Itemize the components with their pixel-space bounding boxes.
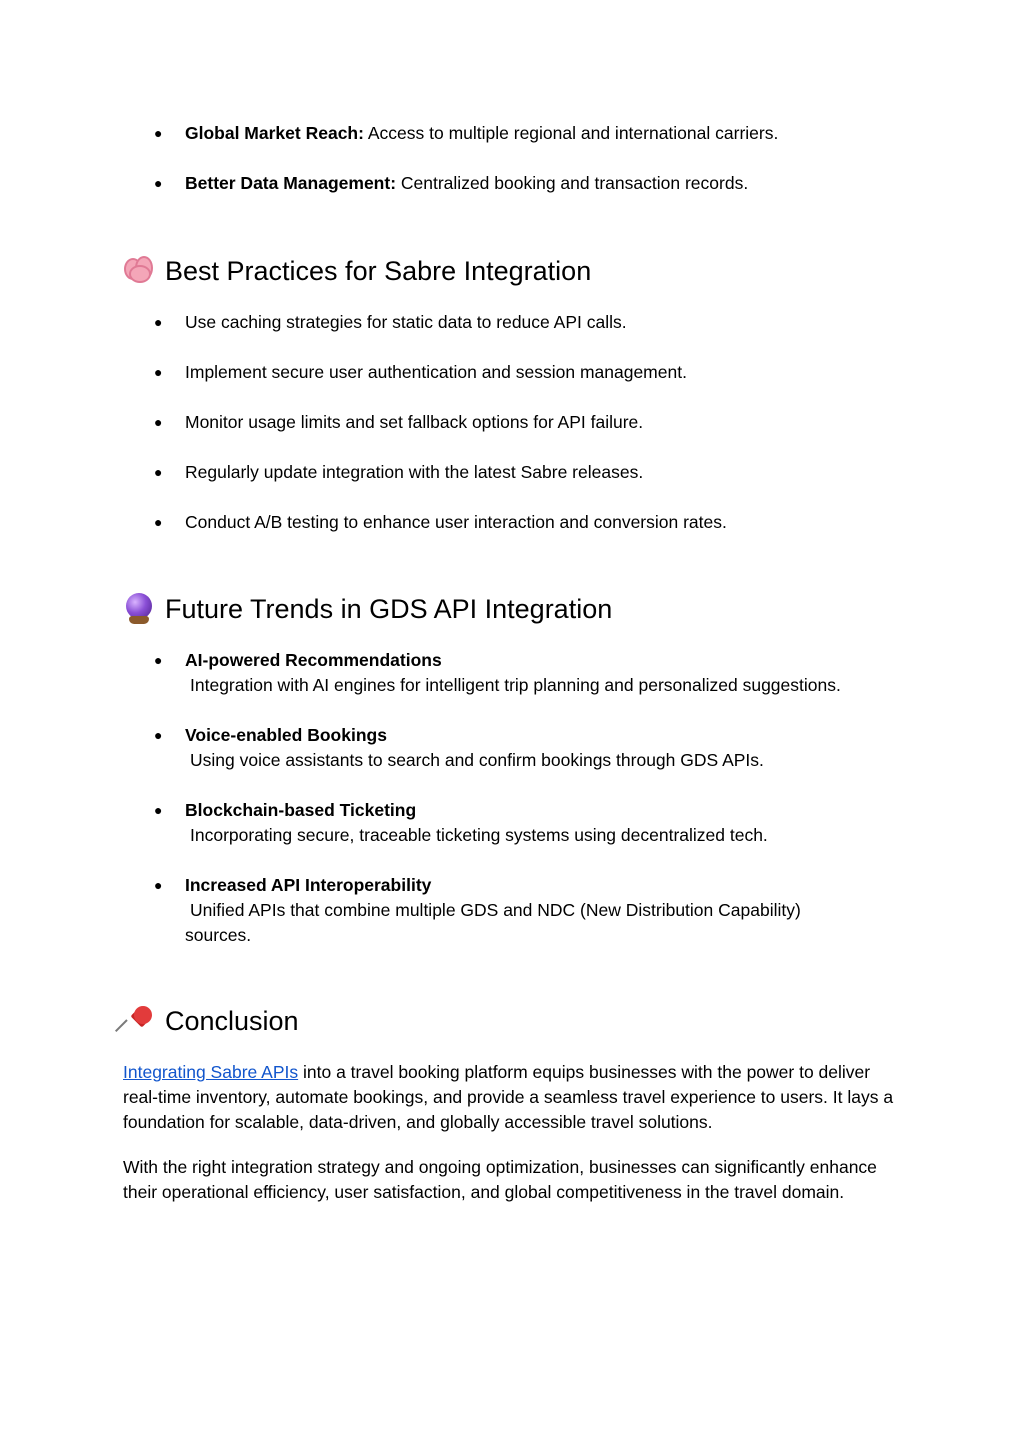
list-item [0, 648, 1024, 698]
list-item-text: Regularly update integration with the latest Sabre releases. [185, 462, 644, 482]
section-heading-text: Best Practices for Sabre Integration [165, 256, 592, 286]
bullet-icon: ● [154, 514, 163, 530]
list-item-text: Access to multiple regional and international carriers. [363, 123, 779, 143]
section-heading-best-practices [123, 253, 591, 289]
list-item [0, 510, 1024, 535]
future-trends-list [0, 648, 1024, 948]
conclusion-paragraph [123, 1060, 903, 1135]
pushpin-icon [123, 1005, 155, 1037]
bullet-icon: ● [154, 464, 163, 480]
list-item [0, 360, 1024, 385]
bullet-icon: ● [154, 314, 163, 330]
list-item-description: Integration with AI engines for intelligent trip planning and personalized suggestions. [190, 675, 841, 695]
bullet-icon: ● [154, 652, 163, 668]
list-item [0, 171, 1024, 196]
list-item-title: Voice-enabled Bookings [185, 725, 387, 745]
bullet-icon: ● [154, 364, 163, 380]
benefits-list [0, 121, 1024, 196]
list-item-text: Use caching strategies for static data to reduce API calls. [185, 312, 627, 332]
bullet-icon: ● [154, 125, 163, 141]
paragraph-text: into a travel booking platform equips businesses with the power to deliver real-time inventory, automate bookings, and provide a seamless travel experience to users. It lays a foundation for scalable, data-driven, and globally accessible travel solutions. [123, 1062, 894, 1132]
list-item-description: Unified APIs that combine multiple GDS and NDC (New Distribution Capability) sources. [185, 900, 801, 945]
list-item-description: Using voice assistants to search and confirm bookings through GDS APIs. [190, 750, 764, 770]
bullet-icon: ● [154, 727, 163, 743]
best-practices-list [0, 310, 1024, 535]
list-item [0, 798, 1024, 848]
section-heading-text: Conclusion [165, 1006, 299, 1036]
brain-icon [123, 255, 155, 287]
list-item-title: AI-powered Recommendations [185, 650, 442, 670]
bullet-icon: ● [154, 175, 163, 191]
list-item [0, 873, 1024, 948]
integrating-sabre-apis-link[interactable]: Integrating Sabre APIs [123, 1062, 299, 1082]
bullet-icon: ● [154, 802, 163, 818]
section-heading-text: Future Trends in GDS API Integration [165, 594, 613, 624]
list-item [0, 121, 1024, 146]
bullet-icon: ● [154, 877, 163, 893]
list-item [0, 310, 1024, 335]
list-item-text: Conduct A/B testing to enhance user interaction and conversion rates. [185, 512, 727, 532]
list-item-text: Centralized booking and transaction records. [396, 173, 749, 193]
bullet-icon: ● [154, 414, 163, 430]
closing-paragraph: With the right integration strategy and ongoing optimization, businesses can significantly enhance their operational efficiency, user satisfaction, and global competitiveness in the travel domain. [123, 1157, 877, 1202]
list-item [0, 460, 1024, 485]
list-item-description: Incorporating secure, traceable ticketing systems using decentralized tech. [190, 825, 768, 845]
section-heading-future-trends [123, 591, 612, 627]
list-item-text: Monitor usage limits and set fallback options for API failure. [185, 412, 644, 432]
list-item [0, 410, 1024, 435]
list-item-text: Implement secure user authentication and session management. [185, 362, 687, 382]
list-item-title: Better Data Management: [185, 173, 397, 193]
crystal-ball-icon [123, 593, 155, 625]
list-item-title: Increased API Interoperability [185, 875, 432, 895]
section-heading-conclusion [123, 1003, 299, 1039]
list-item [0, 723, 1024, 773]
list-item-title: Global Market Reach: [185, 123, 364, 143]
list-item-title: Blockchain-based Ticketing [185, 800, 417, 820]
